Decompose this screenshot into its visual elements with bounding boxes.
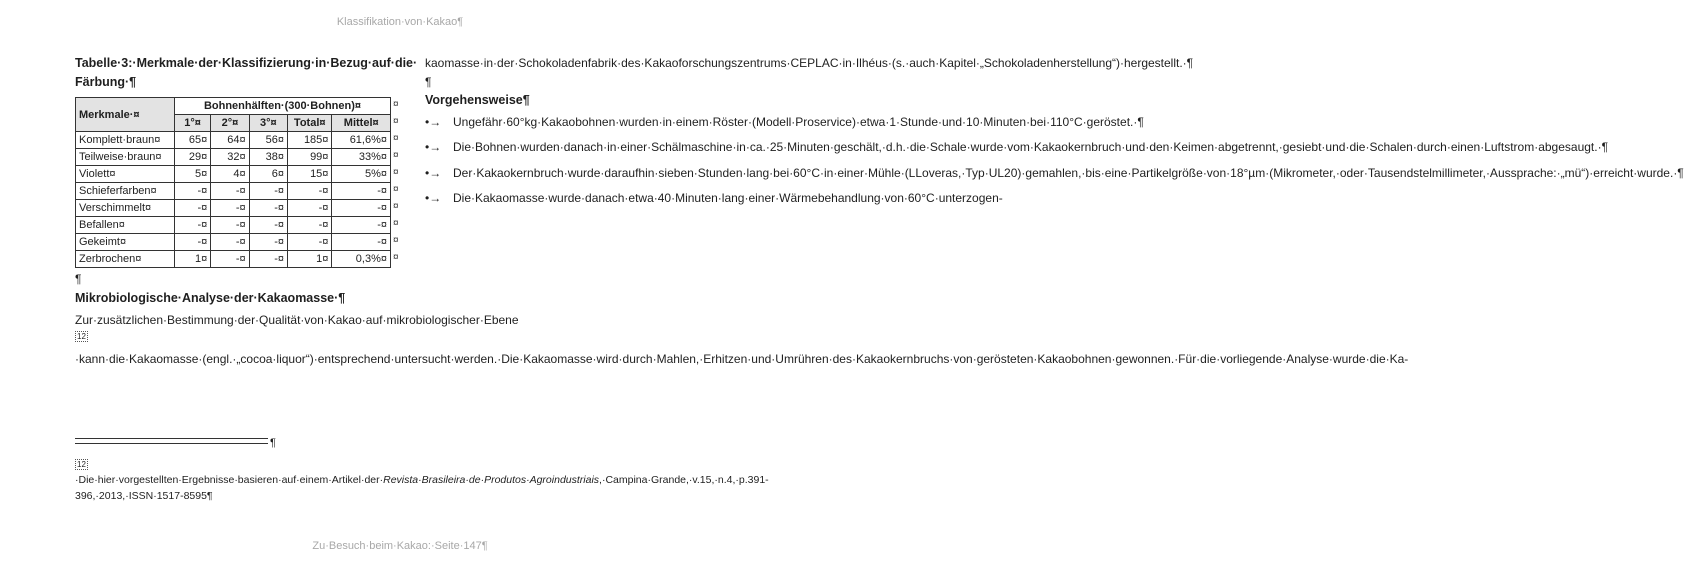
microbiology-heading: Mikrobiologische·Analyse·der·Kakaomasse·¶ bbox=[75, 291, 346, 305]
table-cell: -¤ bbox=[288, 217, 332, 234]
table-wrapper bbox=[75, 97, 399, 268]
subheader-cell: 1°¤ bbox=[174, 115, 210, 132]
table-body bbox=[76, 132, 391, 268]
right-pilcrow: ¶ bbox=[425, 74, 432, 89]
row-end-mark: ¤ bbox=[393, 166, 399, 178]
table-cell: -¤ bbox=[211, 183, 249, 200]
table-cell: 4¤ bbox=[211, 166, 249, 183]
table-cell: 64¤ bbox=[211, 132, 249, 149]
table-cell: 1¤ bbox=[174, 251, 210, 268]
paragraph-text-after: ·kann·die·Kakaomasse·(engl.·„cocoa·liquor“)·entsprechend·untersucht·werden.·Die·Kakaomasse·wird·durch·Mahlen,·Erhitzen·und·Umrühren·des·Kakaokernbruchs·von·gerösteten·Kakaobohnen·gewonnen.·Für·die·vorliegende·Analyse·wurde·die·Ka- bbox=[75, 352, 1409, 366]
footnote-journal-title: Revista·Brasileira·de·Produtos·Agroindustriais bbox=[383, 474, 600, 486]
bullet-marker: •→ bbox=[425, 140, 442, 154]
page-header: Klassifikation·von·Kakao¶ bbox=[336, 16, 464, 28]
footnote-text-after: ,·Campina·Grande,·v.15,·n.4,·p.391-396,·2013,·ISSN·1517-8595¶ bbox=[75, 474, 769, 502]
footnote-separator-mark: ¶ bbox=[270, 437, 276, 449]
table-cell: -¤ bbox=[174, 217, 210, 234]
table-cell: -¤ bbox=[249, 217, 287, 234]
row-end-mark: ¤ bbox=[393, 98, 399, 110]
table-cell: -¤ bbox=[211, 234, 249, 251]
table-cell: -¤ bbox=[332, 183, 391, 200]
table-row bbox=[76, 166, 391, 183]
table-cell: -¤ bbox=[332, 200, 391, 217]
table-cell: 65¤ bbox=[174, 132, 210, 149]
footnote-text-before: ·Die·hier·vorgestellten·Ergebnisse·basieren·auf·einem·Artikel·der· bbox=[75, 474, 384, 486]
table-cell: 1¤ bbox=[288, 251, 332, 268]
table-caption-line1: Tabelle·3:·Merkmale·der·Klassifizierung·in·Bezug·auf·die· bbox=[75, 56, 418, 70]
row-label: Verschimmelt¤ bbox=[76, 200, 175, 217]
table-cell: -¤ bbox=[174, 183, 210, 200]
table-row bbox=[76, 183, 391, 200]
procedure-step-text: Die·Bohnen·wurden·danach·in·einer·Schälmaschine·in·ca.·25·Minuten·geschält,·d.h.·die·Schale·wurde·vom·Kakaokernbruch·und·den·Keimen·abgetrennt,·gesiebt·und·die·Schalen·durch·einen·Luftstrom·abgesaugt.·¶ bbox=[453, 140, 1609, 154]
table-cell: 38¤ bbox=[249, 149, 287, 166]
table-cell: -¤ bbox=[288, 234, 332, 251]
row-end-mark: ¤ bbox=[393, 183, 399, 195]
row-label: Zerbrochen¤ bbox=[76, 251, 175, 268]
subheader-cell: Mittel¤ bbox=[332, 115, 391, 132]
row-end-mark: ¤ bbox=[393, 132, 399, 144]
table-cell: 56¤ bbox=[249, 132, 287, 149]
table-cell: -¤ bbox=[211, 217, 249, 234]
footnote-separator-continuation bbox=[75, 443, 268, 444]
footnote-separator bbox=[75, 438, 268, 439]
procedure-step bbox=[425, 165, 1684, 183]
row-label: Teilweise·braun¤ bbox=[76, 149, 175, 166]
page-footer: Zu·Besuch·beim·Kakao:·Seite·147¶ bbox=[312, 540, 488, 552]
table-cell: 99¤ bbox=[288, 149, 332, 166]
continuation-paragraph: kaomasse·in·der·Schokoladenfabrik·des·Kakaoforschungszentrums·CEPLAC·in·Ilhéus·(s.·auch·Kapitel·„Schokoladenherstellung“)·hergestellt.·¶ bbox=[425, 56, 1194, 70]
row-end-mark: ¤ bbox=[393, 200, 399, 212]
table-cell: -¤ bbox=[174, 234, 210, 251]
subheader-cell: 2°¤ bbox=[211, 115, 249, 132]
procedure-step bbox=[425, 114, 1144, 132]
header-bohnenhaelften: Bohnenhälften·(300·Bohnen)¤ bbox=[174, 98, 390, 115]
header-merkmale: Merkmale·¤ bbox=[76, 98, 175, 132]
footnote-reference[interactable]: 12 bbox=[77, 331, 86, 341]
table-cell: 0,3%¤ bbox=[332, 251, 391, 268]
table-cell: -¤ bbox=[332, 234, 391, 251]
table-row bbox=[76, 149, 391, 166]
table-row bbox=[76, 234, 391, 251]
bullet-marker: •→ bbox=[425, 114, 442, 129]
bullet-marker: •→ bbox=[425, 165, 442, 180]
right-column bbox=[425, 54, 1684, 216]
table-cell: -¤ bbox=[249, 183, 287, 200]
row-label: Violett¤ bbox=[76, 166, 175, 183]
procedure-step-text: Die·Kakaomasse·wurde·danach·etwa·40·Minuten·lang·einer·Wärmebehandlung·von·60°C·unterzogen- bbox=[453, 191, 1003, 205]
table-cell: 15¤ bbox=[288, 166, 332, 183]
footnote bbox=[75, 456, 769, 504]
subheader-cell: 3°¤ bbox=[249, 115, 287, 132]
classification-table bbox=[75, 97, 391, 268]
row-end-mark: ¤ bbox=[393, 251, 399, 263]
table-cell: 5%¤ bbox=[332, 166, 391, 183]
table-cell: -¤ bbox=[332, 217, 391, 234]
table-row bbox=[76, 217, 391, 234]
table-cell: -¤ bbox=[174, 200, 210, 217]
row-end-mark: ¤ bbox=[393, 115, 399, 127]
table-row bbox=[76, 200, 391, 217]
row-end-mark: ¤ bbox=[393, 217, 399, 229]
subheader-cell: Total¤ bbox=[288, 115, 332, 132]
table-row bbox=[76, 132, 391, 149]
table-cell: 6¤ bbox=[249, 166, 287, 183]
row-label: Gekeimt¤ bbox=[76, 234, 175, 251]
table-row bbox=[76, 251, 391, 268]
table-cell: -¤ bbox=[288, 200, 332, 217]
left-pilcrow: ¶ bbox=[75, 272, 82, 286]
procedure-step bbox=[425, 139, 1609, 157]
microbiology-paragraph bbox=[75, 311, 1409, 370]
procedure-heading: Vorgehensweise¶ bbox=[425, 92, 530, 107]
footnote-number: 12 bbox=[77, 460, 86, 469]
table-cell: 5¤ bbox=[174, 166, 210, 183]
table-cell: -¤ bbox=[249, 200, 287, 217]
table-cell: 185¤ bbox=[288, 132, 332, 149]
table-caption-line2: Färbung·¶ bbox=[75, 75, 137, 89]
paragraph-text-before: Zur·zusätzlichen·Bestimmung·der·Qualität·von·Kakao·auf·mikrobiologischer·Ebene bbox=[75, 313, 519, 327]
row-label: Schieferfarben¤ bbox=[76, 183, 175, 200]
row-label: Befallen¤ bbox=[76, 217, 175, 234]
table-caption bbox=[75, 54, 418, 92]
bullet-marker: •→ bbox=[425, 191, 442, 205]
procedure-step-text: Ungefähr·60°kg·Kakaobohnen·wurden·in·einem·Röster·(Modell·Proservice)·etwa·1·Stunde·und·10·Minuten·bei·110°C·geröstet.·¶ bbox=[453, 114, 1144, 129]
row-label: Komplett·braun¤ bbox=[76, 132, 175, 149]
table-cell: -¤ bbox=[288, 183, 332, 200]
row-end-mark: ¤ bbox=[393, 149, 399, 161]
table-cell: 33%¤ bbox=[332, 149, 391, 166]
procedure-step-text: Der·Kakaokernbruch·wurde·daraufhin·sieben·Stunden·lang·bei·60°C·in·einer·Mühle·(LLoveras,·Typ·UL20)·gemahlen,·bis·eine·Partikelgröße·von·18°µm·(Mikrometer,·oder·Tausendstelmillimeter,·Aussprache:·„mü“)·erreicht·wurde.·¶ bbox=[453, 165, 1684, 180]
table-cell: 61,6%¤ bbox=[332, 132, 391, 149]
table-cell: -¤ bbox=[249, 234, 287, 251]
procedure-list bbox=[425, 114, 1684, 208]
procedure-step bbox=[425, 190, 1003, 208]
table-cell: -¤ bbox=[211, 200, 249, 217]
table-cell: -¤ bbox=[249, 251, 287, 268]
row-end-mark: ¤ bbox=[393, 234, 399, 246]
table-cell: 29¤ bbox=[174, 149, 210, 166]
table-cell: -¤ bbox=[211, 251, 249, 268]
table-cell: 32¤ bbox=[211, 149, 249, 166]
